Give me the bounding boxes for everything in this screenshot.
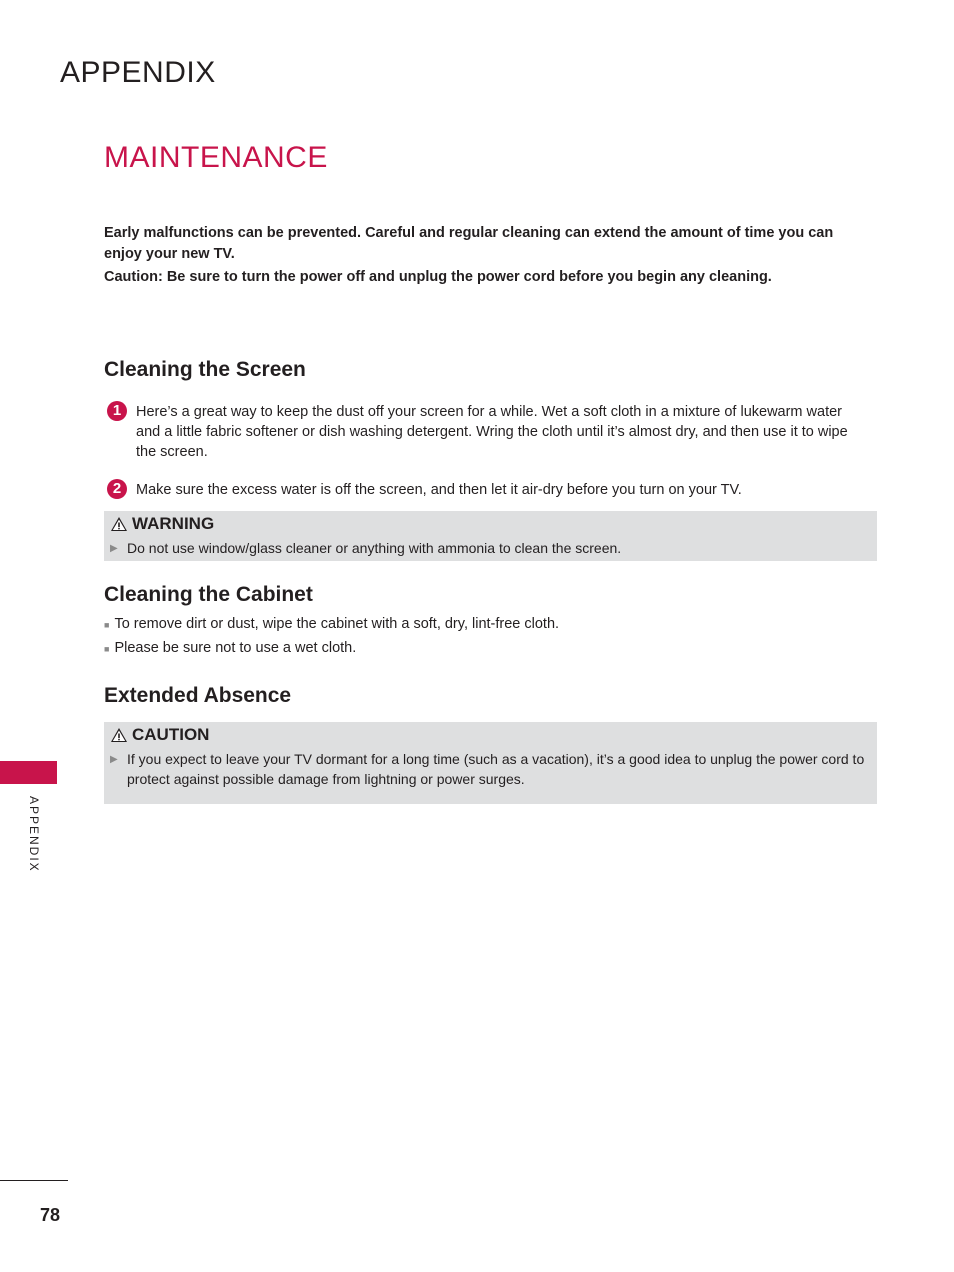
caution-header [110, 725, 209, 745]
step-text-1: Here’s a great way to keep the dust off your screen for a while. Wet a soft cloth in a mixture of lukewarm water and a little fabric softener or dish washing detergent. Wring the cloth until it’s almost dry, and then use it to wipe the screen. [136, 404, 848, 460]
warning-header [110, 514, 214, 534]
step-number-2: 2 [107, 479, 127, 499]
caution-body [110, 749, 870, 789]
side-tab-marker [0, 761, 57, 784]
side-tab-label: APPENDIX [27, 796, 41, 873]
square-bullet-icon: ■ [104, 620, 110, 630]
caution-text: If you expect to leave your TV dormant for a long time (such as a vacation), it’s a good idea to unplug the power cord to protect against possible damage from lightning or power surges. [127, 751, 865, 787]
intro-text [104, 223, 864, 288]
warning-triangle-icon [110, 516, 128, 532]
intro-paragraph: Early malfunctions can be prevented. Careful and regular cleaning can extend the amount of time you can enjoy your new TV. [104, 225, 834, 262]
triangle-bullet-icon: ▶ [110, 754, 118, 765]
warning-triangle-icon [110, 727, 128, 743]
warning-label: WARNING [132, 514, 215, 533]
cleaning-cabinet-heading: Cleaning the Cabinet [104, 583, 313, 606]
caution-box [104, 722, 877, 804]
triangle-bullet-icon: ▶ [110, 543, 118, 554]
square-bullet-icon: ■ [104, 644, 110, 654]
warning-text: Do not use window/glass cleaner or anything with ammonia to clean the screen. [127, 540, 622, 556]
page-title: MAINTENANCE [104, 141, 328, 174]
step-text-2: Make sure the excess water is off the screen, and then let it air-dry before you turn on your TV. [136, 482, 742, 498]
cleaning-screen-heading: Cleaning the Screen [104, 358, 306, 381]
extended-absence-heading: Extended Absence [104, 684, 292, 707]
page-number: 78 [40, 1205, 61, 1225]
caution-label: CAUTION [132, 725, 210, 744]
warning-box [104, 511, 877, 561]
warning-body [110, 538, 870, 559]
cabinet-item-text: To remove dirt or dust, wipe the cabinet with a soft, dry, lint-free cloth. [114, 616, 560, 632]
list-item [104, 638, 356, 659]
footer-divider [0, 1180, 68, 1181]
cabinet-item-text: Please be sure not to use a wet cloth. [114, 640, 357, 656]
list-item [104, 614, 559, 635]
section-title: APPENDIX [60, 56, 216, 89]
step-number-1: 1 [107, 401, 127, 421]
intro-caution-paragraph: Caution: Be sure to turn the power off and unplug the power cord before you begin any cleaning. [104, 269, 772, 285]
